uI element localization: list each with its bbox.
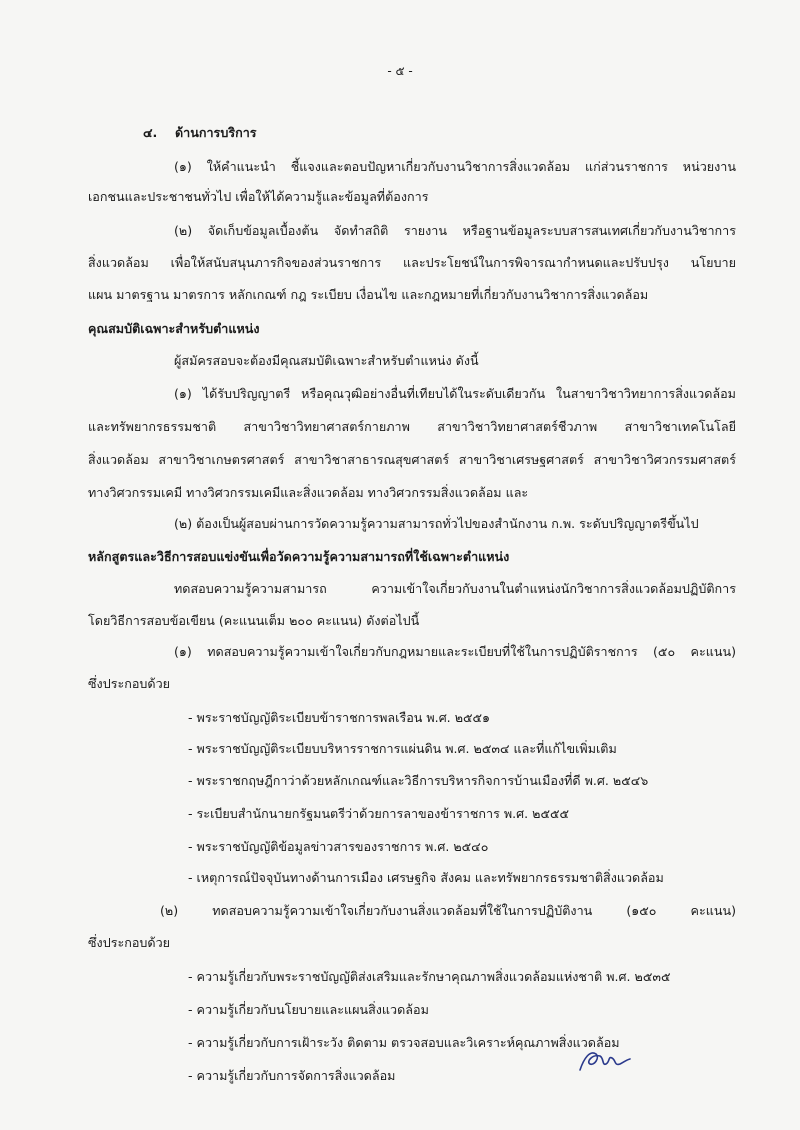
exam-part-1-line-1: (๑) ทดสอบความรู้ความเข้าใจเกี่ยวกับกฎหมายและระเบียบที่ใช้ในการปฏิบัติราชการ (๕๐ คะแนน) (174, 644, 736, 659)
qualification-1-line-4: ทางวิศวกรรมเคมี ทางวิศวกรรมเคมีและสิ่งแวดล้อม ทางวิศวกรรมสิ่งแวดล้อม และ (88, 485, 529, 500)
exam-intro-line-1: ทดสอบความรู้ความสามารถ ความเข้าใจเกี่ยวกับงานในตำแหน่งนักวิชาการสิ่งแวดล้อมปฏิบัติการ (174, 581, 736, 596)
exam-part-2-item: - ความรู้เกี่ยวกับการเฝ้าระวัง ติดตาม ตรวจสอบและวิเคราะห์คุณภาพสิ่งแวดล้อม (188, 1035, 620, 1050)
exam-intro-line-2: โดยวิธีการสอบข้อเขียน (คะแนนเต็ม ๒๐๐ คะแนน) ดังต่อไปนี้ (88, 613, 420, 628)
service-item-1-line-2: เอกชนและประชาชนทั่วไป เพื่อให้ได้ความรู้และข้อมูลที่ต้องการ (88, 189, 429, 204)
exam-part-2-item: - ความรู้เกี่ยวกับนโยบายและแผนสิ่งแวดล้อม (188, 1002, 429, 1017)
exam-part-2-line-2: ซึ่งประกอบด้วย (88, 935, 171, 950)
exam-heading: หลักสูตรและวิธีการสอบแข่งขันเพื่อวัดความรู้ความสามารถที่ใช้เฉพาะตำแหน่ง (88, 549, 510, 564)
qualification-2: (๒) ต้องเป็นผู้สอบผ่านการวัดความรู้ความสามารถทั่วไปของสำนักงาน ก.พ. ระดับปริญญาตรีขึ้นไป (174, 516, 699, 531)
section-heading: ด้านการบริการ (175, 125, 257, 140)
exam-part-2-item: - ความรู้เกี่ยวกับพระราชบัญญัติส่งเสริมและรักษาคุณภาพสิ่งแวดล้อมแห่งชาติ พ.ศ. ๒๕๓๕ (188, 969, 671, 984)
qualification-1-line-2: และทรัพยากรธรรมชาติ สาขาวิชาวิทยาศาสตร์กายภาพ สาขาวิชาวิทยาศาสตร์ชีวภาพ สาขาวิชาเทคโนโลยี (88, 419, 736, 434)
page-number: - ๕ - (387, 64, 413, 78)
qualification-1-line-3: สิ่งแวดล้อม สาขาวิชาเกษตรศาสตร์ สาขาวิชาสาธารณสุขศาสตร์ สาขาวิชาเศรษฐศาสตร์ สาขาวิชาวิศวกรรมศาสตร์ (88, 452, 736, 467)
exam-part-1-item: - พระราชกฤษฎีกาว่าด้วยหลักเกณฑ์และวิธีการบริหารกิจการบ้านเมืองที่ดี พ.ศ. ๒๕๔๖ (188, 773, 649, 788)
exam-part-1-line-2: ซึ่งประกอบด้วย (88, 676, 171, 691)
signature-initials (574, 1040, 634, 1076)
exam-part-1-item: - ระเบียบสำนักนายกรัฐมนตรีว่าด้วยการลาของข้าราชการ พ.ศ. ๒๕๕๕ (188, 806, 570, 821)
service-item-2-line-1: (๒) จัดเก็บข้อมูลเบื้องต้น จัดทำสถิติ รายงาน หรือฐานข้อมูลระบบสารสนเทศเกี่ยวกับงานวิชาการ (174, 223, 736, 238)
section-number: ๔. (143, 125, 158, 140)
qualifications-intro: ผู้สมัครสอบจะต้องมีคุณสมบัติเฉพาะสำหรับตำแหน่ง ดังนี้ (174, 353, 479, 368)
exam-part-2-item: - ความรู้เกี่ยวกับการจัดการสิ่งแวดล้อม (188, 1068, 396, 1083)
exam-part-1-item: - พระราชบัญญัติข้อมูลข่าวสารของราชการ พ.ศ. ๒๕๔๐ (188, 839, 489, 854)
service-item-2-line-2: สิ่งแวดล้อม เพื่อให้สนับสนุนภารกิจของส่วนราชการ และประโยชน์ในการพิจารณากำหนดและปรับปรุง นโยบาย (88, 255, 736, 270)
service-item-2-line-3: แผน มาตรฐาน มาตรการ หลักเกณฑ์ กฎ ระเบียบ เงื่อนไข และกฎหมายที่เกี่ยวกับงานวิชาการสิ่งแวดล้อม (88, 287, 649, 302)
exam-part-2-line-1: (๒) ทดสอบความรู้ความเข้าใจเกี่ยวกับงานสิ่งแวดล้อมที่ใช้ในการปฏิบัติงาน (๑๕๐ คะแนน) (160, 903, 736, 918)
qualifications-heading: คุณสมบัติเฉพาะสำหรับตำแหน่ง (88, 321, 260, 336)
service-item-1-line-1: (๑) ให้คำแนะนำ ชี้แจงและตอบปัญหาเกี่ยวกับงานวิชาการสิ่งแวดล้อม แก่ส่วนราชการ หน่วยงาน (174, 159, 736, 174)
exam-part-1-item: - เหตุการณ์ปัจจุบันทางด้านการเมือง เศรษฐกิจ สังคม และทรัพยากรธรรมชาติสิ่งแวดล้อม (188, 870, 664, 885)
qualification-1-line-1: (๑) ได้รับปริญญาตรี หรือคุณวุฒิอย่างอื่นที่เทียบได้ในระดับเดียวกัน ในสาขาวิชาวิทยาการสิ่งแวดล้อม (174, 386, 736, 401)
exam-part-1-item: - พระราชบัญญัติระเบียบข้าราชการพลเรือน พ.ศ. ๒๕๕๑ (188, 710, 491, 725)
exam-part-1-item: - พระราชบัญญัติระเบียบบริหารราชการแผ่นดิน พ.ศ. ๒๕๓๔ และที่แก้ไขเพิ่มเติม (188, 741, 617, 756)
